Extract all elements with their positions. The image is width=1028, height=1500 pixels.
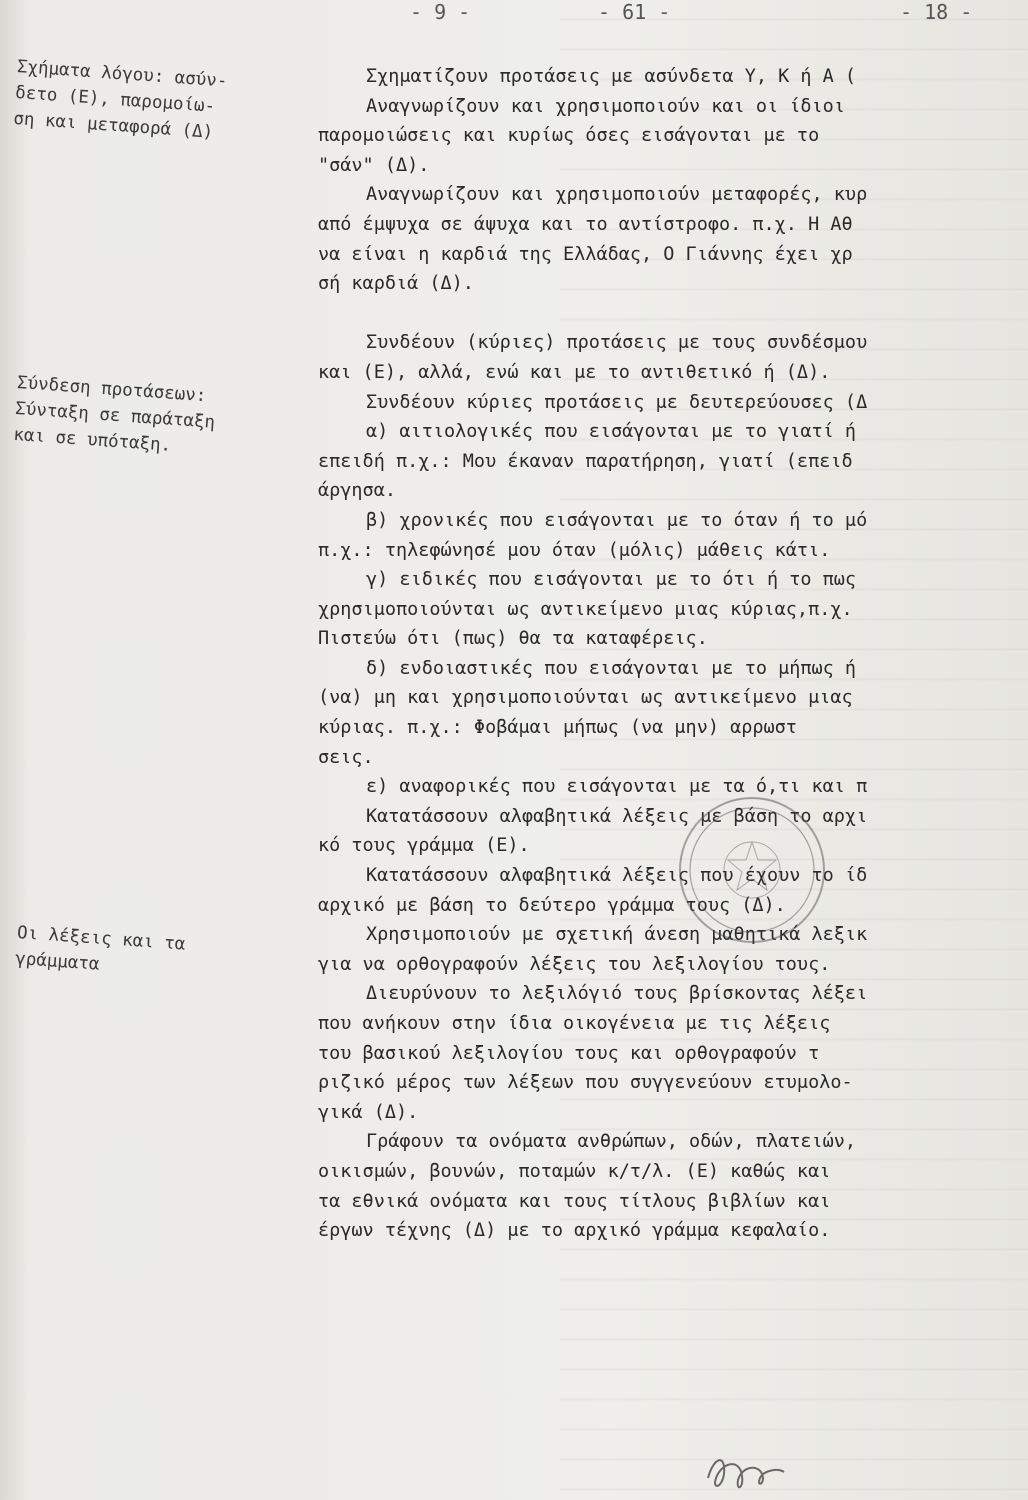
body-text-line: ε) αναφορικές που εισάγονται με τα ό,τι και π bbox=[366, 776, 868, 798]
body-text-line: Γράφουν τα ονόματα ανθρώπων, οδών, πλατειών, bbox=[366, 1131, 857, 1153]
body-text-line: Κατατάσσουν αλφαβητικά λέξεις με βάση το αρχι bbox=[366, 805, 868, 827]
body-text-line: δ) ενδοιαστικές που εισάγονται με το μήπως ή bbox=[366, 657, 857, 679]
signature-icon bbox=[700, 1448, 790, 1498]
body-text-line: Διευρύνουν το λεξιλόγιό τους βρίσκοντας λέξει bbox=[366, 983, 868, 1005]
body-text-line: και (Ε), αλλά, ενώ και με το αντιθετικό ή (Δ). bbox=[318, 361, 831, 383]
body-text-line: Χρησιμοποιούν με σχετική άνεση μαθητικά λεξικ bbox=[366, 924, 868, 946]
body-text-line: γικά (Δ). bbox=[318, 1101, 419, 1123]
round-stamp-icon bbox=[672, 790, 832, 950]
margin-note-line: Σχήματα λόγου: ασύν- bbox=[16, 56, 228, 92]
margin-note-sentence-linking bbox=[13, 370, 218, 462]
body-text-line: από έμψυχα σε άψυχα και το αντίστροφο. π.χ. Η Αθ bbox=[318, 213, 853, 235]
body-text-line: Σχηματίζουν προτάσεις με ασύνδετα Υ, Κ ή Α ( bbox=[366, 66, 857, 87]
body-text-line bbox=[318, 299, 1018, 329]
page-mark-3: - 18 - bbox=[900, 0, 973, 24]
body-text-line: επειδή π.χ.: Μου έκαναν παρατήρηση, γιατί (επειδ bbox=[318, 450, 853, 472]
body-text-line: κύριας. π.χ.: Φοβάμαι μήπως (να μην) αρρωστ bbox=[318, 717, 797, 739]
body-text-line: Συνδέουν (κύριες) προτάσεις με τους συνδέσμου bbox=[366, 332, 868, 354]
page-number-marks bbox=[0, 0, 1028, 24]
margin-note-line: Σύνδεση προτάσεων: bbox=[16, 372, 207, 407]
body-text-line: τα εθνικά ονόματα και τους τίτλους βιβλίων και bbox=[318, 1190, 831, 1212]
body-text-line: που ανήκουν στην ίδια οικογένεια με τις λέξεις bbox=[318, 1013, 831, 1034]
body-text-line: κό τους γράμμα (Ε). bbox=[318, 835, 530, 857]
body-text-line: να είναι η καρδιά της Ελλάδας, Ο Γιάννης έχει χρ bbox=[318, 243, 853, 265]
page-mark-1: - 9 - bbox=[410, 0, 471, 24]
margin-note-figures-of-speech bbox=[13, 54, 229, 147]
body-text-line: Αναγνωρίζουν και χρησιμοποιούν μεταφορές, κυρ bbox=[366, 184, 868, 206]
body-text-line: χρησιμοποιούνται ως αντικείμενο μιας κύριας,π.χ. bbox=[318, 598, 853, 620]
body-text-line: αρχικό με βάση το δεύτερο γράμμα τους (Δ). bbox=[318, 894, 786, 916]
margin-note-line: και σε υπόταξη. bbox=[12, 424, 172, 456]
body-text-line: οικισμών, βουνών, ποταμών κ/τ/λ. (Ε) καθώς και bbox=[318, 1160, 831, 1182]
body-text-line: γ) ειδικές που εισάγονται με το ότι ή το πως bbox=[366, 569, 857, 591]
body-text-line: ριζικό μέρος των λέξεων που συγγενεύουν ετυμολο- bbox=[318, 1072, 853, 1094]
body-text-line: έργων τέχνης (Δ) με το αρχικό γράμμα κεφαλαίο. bbox=[318, 1220, 831, 1242]
body-text-line: Συνδέουν κύριες προτάσεις με δευτερεύουσες (Δ bbox=[366, 391, 868, 413]
body-text-line: παρομοιώσεις και κυρίως όσες εισάγονται με το bbox=[318, 125, 820, 147]
body-text-line: σή καρδιά (Δ). bbox=[318, 273, 474, 295]
body-text-line: α) αιτιολογικές που εισάγονται με το γιατί ή bbox=[366, 421, 857, 443]
body-text-line: του βασικού λεξιλογίου τους και ορθογραφούν τ bbox=[318, 1042, 820, 1064]
margin-note-line: Σύνταξη σε παράταξη bbox=[14, 398, 216, 433]
margin-note-line: γράμματα bbox=[14, 948, 101, 975]
body-text-line: Κατατάσσουν αλφαβητικά λέξεις που έχουν το ίδ bbox=[366, 865, 868, 887]
body-text-line: "σάν" (Δ). bbox=[318, 154, 430, 176]
body-text-line: π.χ.: τηλεφώνησέ μου όταν (μόλις) μάθεις κάτι. bbox=[318, 539, 831, 561]
body-text-line: Πιστεύω ότι (πως) θα τα καταφέρεις. bbox=[318, 628, 708, 650]
body-text-line: σεις. bbox=[318, 746, 374, 768]
main-body-text bbox=[318, 62, 1018, 1246]
body-text-line: β) χρονικές που εισάγονται με το όταν ή το μό bbox=[366, 509, 868, 531]
body-text-line: Αναγνωρίζουν και χρησιμοποιούν και οι ίδιοι bbox=[366, 95, 845, 117]
body-text-line: για να ορθογραφούν λέξεις του λεξιλογίου τους. bbox=[318, 953, 831, 975]
body-text-line: άργησα. bbox=[318, 480, 396, 502]
margin-note-line: Οι λέξεις και τα bbox=[16, 922, 186, 955]
margin-note-words-and-letters bbox=[14, 920, 186, 984]
margin-note-line: ση και μεταφορά (Δ) bbox=[12, 108, 214, 143]
body-text-line: (να) μη και χρησιμοποιούνται ως αντικείμενο μιας bbox=[318, 687, 853, 709]
page-mark-2: - 61 - bbox=[598, 0, 671, 24]
margin-note-line: δετο (Ε), παρομοίω- bbox=[14, 82, 216, 117]
